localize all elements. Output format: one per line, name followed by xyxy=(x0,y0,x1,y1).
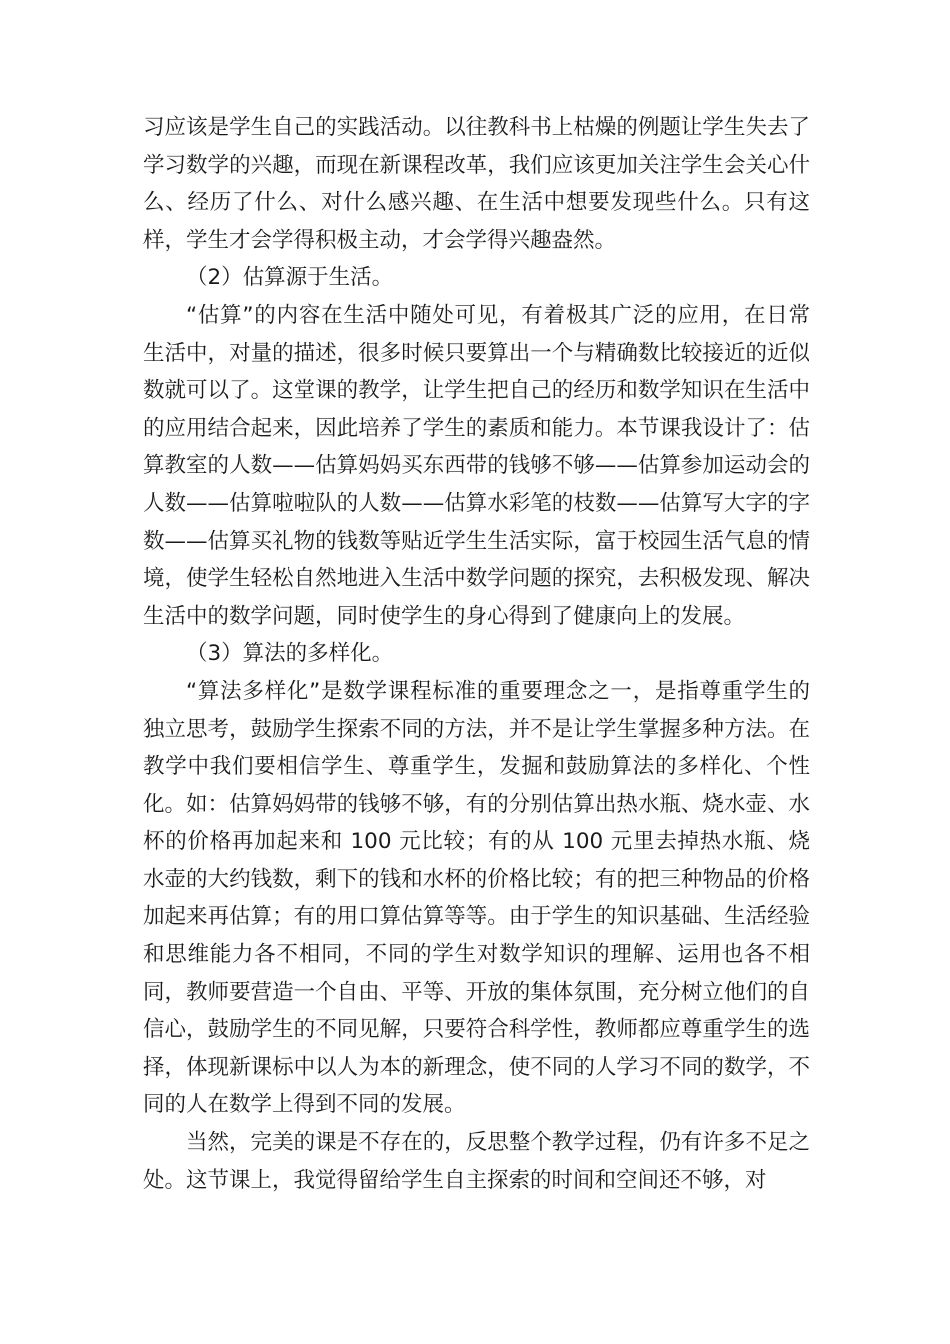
paragraph-algorithm-diversity: “算法多样化”是数学课程标准的重要理念之一，是指尊重学生的独立思考，鼓励学生探索不同的方法，并不是让学生掌握多种方法。在教学中我们要相信学生、尊重学生，发掘和鼓励算法的多样化、个性化。如：估算妈妈带的钱够不够，有的分别估算出热水瓶、烧水壶、水杯的价格再加起来和 100 元比较；有的从 100 元里去掉热水瓶、烧水壶的大约钱数，剩下的钱和水杯的价格比较；有的把三种物品的价格加起来再估算；有的用口算估算等等。由于学生的知识基础、生活经验和思维能力各不相同，不同的学生对数学知识的理解、运用也各不相同，教师要营造一个自由、平等、开放的集体氛围，充分树立他们的自信心，鼓励学生的不同见解，只要符合科学性，教师都应尊重学生的选择，体现新课标中以人为本的新理念，使不同的人学习不同的数学，不同的人在数学上得到不同的发展。 xyxy=(143,678,810,1118)
section-heading-3: （3）算法的多样化。 xyxy=(186,641,394,667)
document-body xyxy=(143,109,810,1199)
section-heading-2: （2）估算源于生活。 xyxy=(186,265,394,291)
paragraph-estimation-life: “估算”的内容在生活中随处可见，有着极其广泛的应用，在日常生活中，对量的描述，很多时候只要算出一个与精确数比较接近的近似数就可以了。这堂课的教学，让学生把自己的经历和数学知识在生活中的应用结合起来，因此培养了学生的素质和能力。本节课我设计了：估算教室的人数——估算妈妈买东西带的钱够不够——估算参加运动会的人数——估算啦啦队的人数——估算水彩笔的枝数——估算写大字的字数——估算买礼物的钱数等贴近学生生活实际，富于校园生活气息的情境，使学生轻松自然地进入生活中数学问题的探究，去积极发现、解决生活中的数学问题，同时使学生的身心得到了健康向上的发展。 xyxy=(143,302,810,629)
paragraph-reflection: 当然，完美的课是不存在的，反思整个教学过程，仍有许多不足之处。这节课上，我觉得留给学生自主探索的时间和空间还不够，对 xyxy=(143,1130,810,1193)
paragraph-continuation: 习应该是学生自己的实践活动。以往教科书上枯燥的例题让学生失去了学习数学的兴趣，而现在新课程改革，我们应该更加关注学生会关心什么、经历了什么、对什么感兴趣、在生活中想要发现些什么。只有这样，学生才会学得积极主动，才会学得兴趣盎然。 xyxy=(143,115,810,253)
